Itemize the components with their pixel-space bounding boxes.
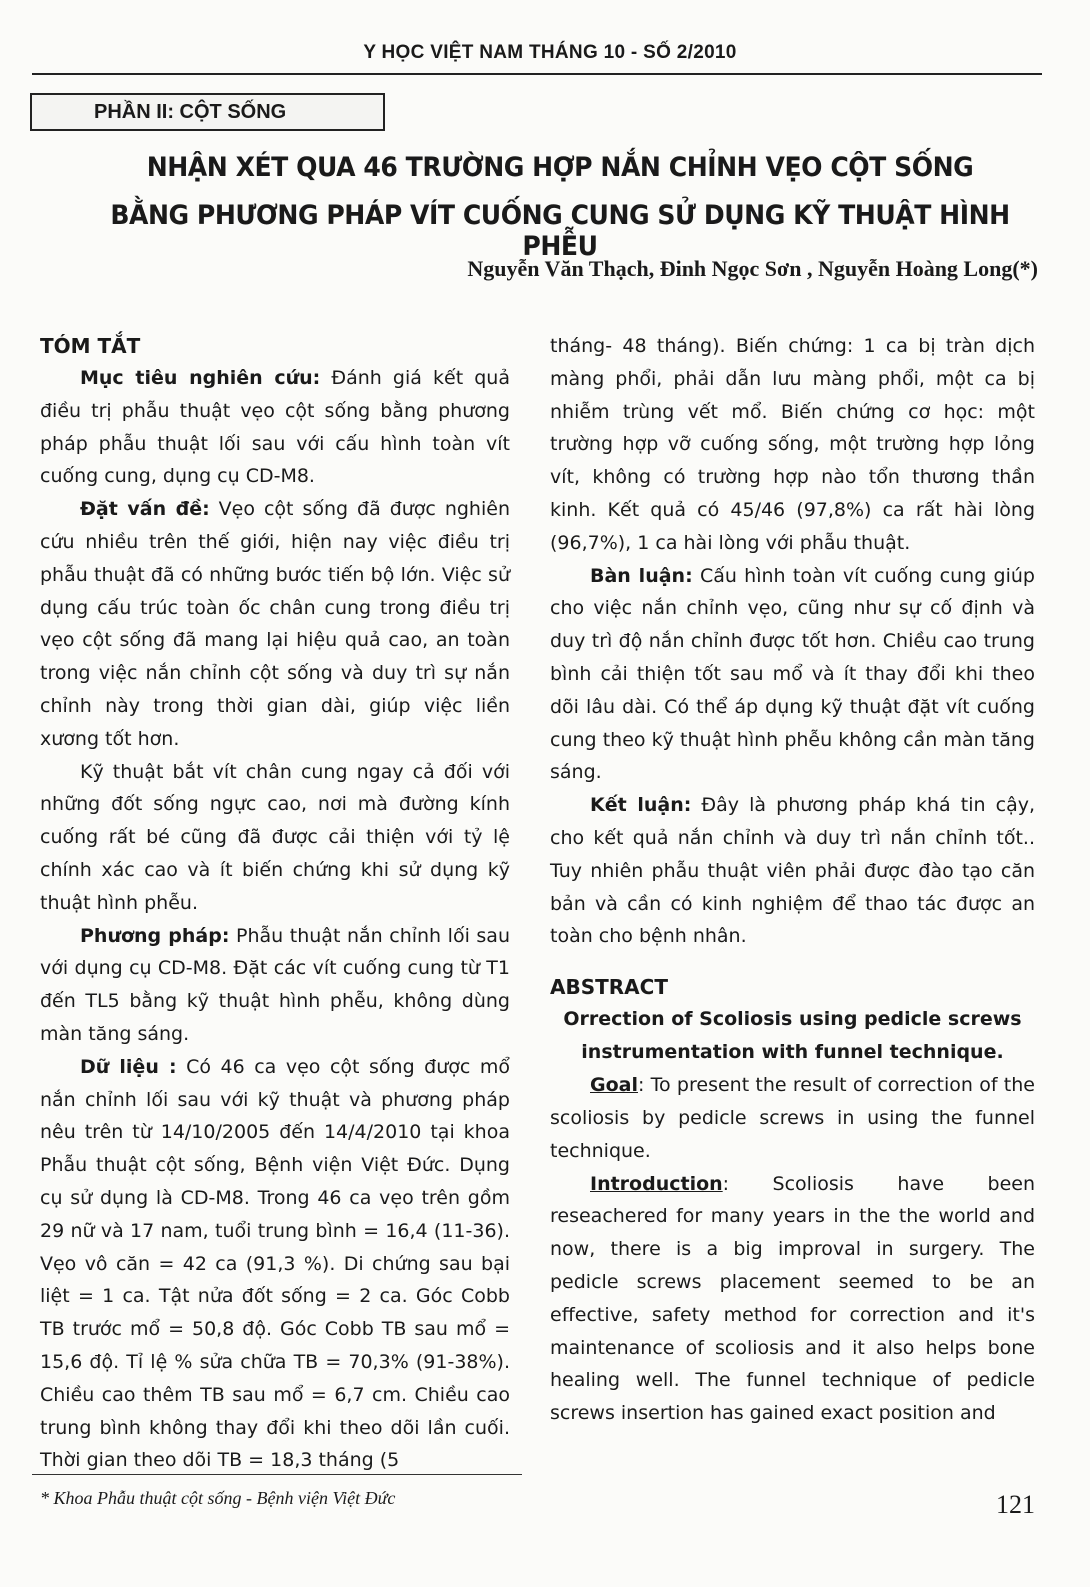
summary-method-label: Phương pháp: xyxy=(80,924,230,947)
abstract-title: Orrection of Scoliosis using pedicle screws instrumentation with funnel technique. xyxy=(563,1008,1022,1064)
abstract-intro-text: : Scoliosis have been reseachered for many years in the the world and now, there is a big improval in surgery. The pedicle screws placement seemed to be an effective, safety method for correction and it's maintenance of scoliosis and it also helps bone healing well. The funnel technique of pedicle screws insertion has gained exact position and xyxy=(550,1172,1035,1425)
header-rule xyxy=(32,73,1042,75)
right-column xyxy=(550,330,1035,1430)
abstract-intro xyxy=(550,1168,1035,1430)
summary-data-text: Có 46 ca vẹo cột sống được mổ nắn chỉnh lối sau với kỹ thuật và phương pháp nêu trên từ 14/10/2005 đến 14/4/2010 tại khoa Phẫu thuật cột sống, Bệnh viện Việt Đức. Dụng cụ sử dụng là CD-M8. Trong 46 ca vẹo trên gồm 29 nữ và 17 nam, tuổi trung bình = 16,4 (11-36). Vẹo vô căn = 42 ca (91,3 %). Di chứng sau bại liệt = 1 ca. Tật nửa đốt sống = 2 ca. Góc Cobb TB trước mổ = 50,8 độ. Góc Cobb TB sau mổ = 15,6 độ. Tỉ lệ % sửa chữa TB = 70,3% (91-38%). Chiều cao thêm TB sau mổ = 6,7 cm. Chiều cao trung bình không thay đổi khi theo dõi lần cuối. Thời gian theo dõi TB = 18,3 tháng (5 xyxy=(40,1055,510,1472)
summary-data xyxy=(40,1051,510,1477)
summary-conclusion-label: Kết luận: xyxy=(590,794,692,817)
summary-intro xyxy=(40,493,510,755)
summary-method xyxy=(40,920,510,1051)
summary-technique: Kỹ thuật bắt vít chân cung ngay cả đối với những đốt sống ngực cao, nơi mà đường kính cuống rất bé cũng đã được cải thiện với tỷ lệ chính xác cao và ít biến chứng khi sử dụng kỹ thuật hình phễu. xyxy=(40,760,510,914)
summary-goal-label: Mục tiêu nghiên cứu: xyxy=(80,367,321,389)
section-gap xyxy=(550,953,1035,971)
running-header: Y HỌC VIỆT NAM THÁNG 10 - SỐ 2/2010 xyxy=(363,42,737,63)
abstract-goal xyxy=(550,1069,1035,1167)
summary-intro-text: Vẹo cột sống đã được nghiên cứu nhiều trên thế giới, hiện nay việc điều trị phẫu thuật đã có những bước tiến bộ lớn. Việc sử dụng cấu trúc toàn ốc chân cung trong điều trị vẹo cột sống đã mang lại hiệu quả cao, an toàn trong việc nắn chỉnh cột sống và duy trì sự nắn chỉnh này trong thời gian dài, giúp việc liền xương tốt hơn. xyxy=(40,498,510,750)
summary-method-text: Phẫu thuật nắn chỉnh lối sau với dụng cụ CD-M8. Đặt các vít cuống cung từ T1 đến TL5 bằng kỹ thuật hình phễu, không dùng màn tăng sáng. xyxy=(40,924,510,1045)
article-title-line-1: NHẬN XÉT QUA 46 TRƯỜNG HỢP NẮN CHỈNH VẸO CỘT SỐNG xyxy=(146,152,974,183)
summary-goal xyxy=(40,362,510,493)
summary-discussion-label: Bàn luận: xyxy=(590,564,693,587)
authors: Nguyễn Văn Thạch, Đinh Ngọc Sơn , Nguyễn Hoàng Long(*) xyxy=(467,256,1038,281)
left-column xyxy=(40,330,510,1477)
section-label: PHẦN II: CỘT SỐNG xyxy=(94,101,287,123)
summary-heading: TÓM TẮT xyxy=(40,334,141,358)
summary-data-label: Dữ liệu : xyxy=(80,1055,177,1078)
summary-goal-text: Đánh giá kết quả điều trị phẫu thuật vẹo cột sống bằng phương pháp phẫu thuật lối sau với cấu hình toàn vít cuống cung, dụng cụ CD-M8. xyxy=(40,367,510,488)
abstract-intro-label: Introduction xyxy=(590,1172,723,1195)
page-number: 121 xyxy=(996,1490,1035,1519)
abstract-goal-label: Goal xyxy=(590,1074,638,1097)
summary-conclusion-text: Đây là phương pháp khá tin cậy, cho kết quả nắn chỉnh và duy trì nắn chỉnh tốt.. Tuy nhiên phẫu thuật viên phải được đào tạo căn bản và cần có kinh nghiệm để thao tác được an toàn cho bệnh nhân. xyxy=(550,794,1035,948)
footnote-rule xyxy=(32,1474,522,1475)
footnote: * Khoa Phẫu thuật cột sống - Bệnh viện Việt Đức xyxy=(40,1488,396,1508)
article-title-line-2: BẰNG PHƯƠNG PHÁP VÍT CUỐNG CUNG SỬ DỤNG KỸ THUẬT HÌNH PHỄU xyxy=(110,200,1010,262)
section-label-box xyxy=(30,93,385,131)
summary-discussion xyxy=(550,560,1035,790)
abstract-goal-text: : To present the result of correction of the scoliosis by pedicle screws in using the funnel technique. xyxy=(550,1074,1035,1162)
summary-discussion-text: Cấu hình toàn vít cuống cung giúp cho việc nắn chỉnh vẹo, cũng như sự cố định và duy trì độ nắn chỉnh được tốt hơn. Chiều cao trung bình cải thiện tốt sau mổ và ít thay đổi khi theo dõi lâu dài. Có thể áp dụng kỹ thuật đặt vít cuống cung theo kỹ thuật hình phễu không cần màn tăng sáng. xyxy=(550,564,1035,784)
summary-intro-label: Đặt vấn đề: xyxy=(80,498,210,521)
summary-data-continued: tháng- 48 tháng). Biến chứng: 1 ca bị tràn dịch màng phổi, phải dẫn lưu màng phổi, một ca bị nhiễm trùng vết mổ. Biến chứng cơ học: một trường hợp vỡ cuống sống, một trường hợp lỏng vít, không có trường hợp nào tổn thương thần kinh. Kết quả có 45/46 (97,8%) ca rất hài lòng (96,7%), 1 ca hài lòng với phẫu thuật. xyxy=(550,335,1035,554)
abstract-heading: ABSTRACT xyxy=(550,975,668,1000)
summary-conclusion xyxy=(550,789,1035,953)
